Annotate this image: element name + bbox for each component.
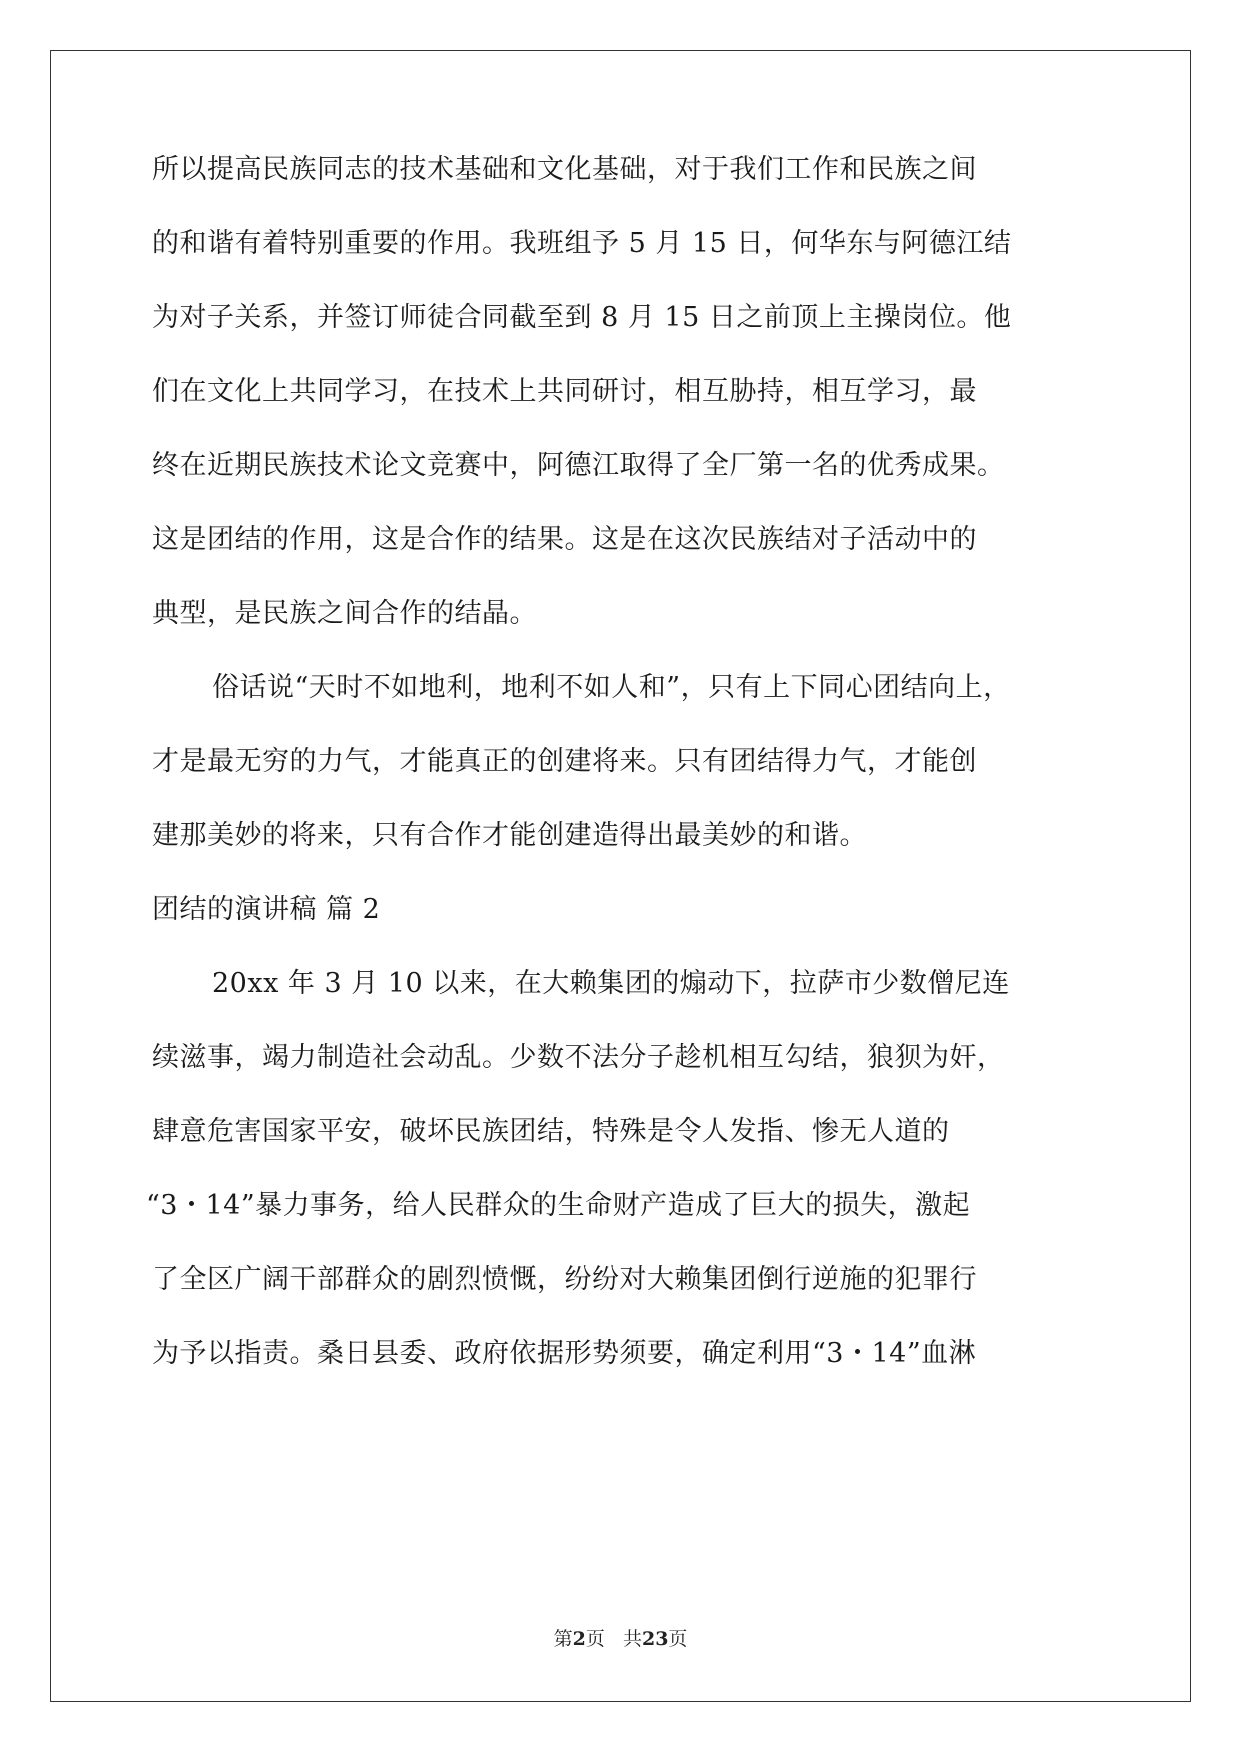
paragraph-start-line: 俗话说“天时不如地利，地利不如人和”，只有上下同心团结向上， bbox=[212, 672, 1011, 703]
body-line: 这是团结的作用，这是合作的结果。这是在这次民族结对子活动中的 bbox=[152, 524, 977, 555]
body-line: 终在近期民族技术论文竞赛中，阿德江取得了全厂第一名的优秀成果。 bbox=[152, 450, 1005, 481]
body-line: 为予以指责。桑日县委、政府依据形势须要，确定利用“3・14”血淋 bbox=[152, 1338, 977, 1369]
page-suffix: 页 bbox=[585, 1628, 605, 1650]
body-line: 才是最无穷的力气，才能真正的创建将来。只有团结得力气，才能创 bbox=[152, 746, 977, 777]
section-heading: 团结的演讲稿 篇 2 bbox=[152, 894, 381, 925]
page-number: 2 bbox=[572, 1628, 586, 1650]
body-line: 了全区广阔干部群众的剧烈愤慨，纷纷对大赖集团倒行逆施的犯罪行 bbox=[152, 1264, 977, 1295]
body-line: 建那美妙的将来，只有合作才能创建造得出最美妙的和谐。 bbox=[152, 820, 867, 851]
page-prefix: 第 bbox=[553, 1628, 573, 1650]
body-line: 的和谐有着特别重要的作用。我班组予 5 月 15 日，何华东与阿德江结 bbox=[152, 228, 1012, 259]
total-prefix: 共 bbox=[622, 1628, 642, 1650]
paragraph-start-line: 20xx 年 3 月 10 以来，在大赖集团的煽动下，拉萨市少数僧尼连 bbox=[212, 968, 1010, 999]
body-line: 们在文化上共同学习，在技术上共同研讨，相互胁持，相互学习，最 bbox=[152, 376, 977, 407]
page-footer bbox=[0, 1627, 1241, 1651]
body-line: 肆意危害国家平安，破坏民族团结，特殊是令人发指、惨无人道的 bbox=[152, 1116, 950, 1147]
total-suffix: 页 bbox=[668, 1628, 688, 1650]
body-line: 所以提高民族同志的技术基础和文化基础，对于我们工作和民族之间 bbox=[152, 154, 977, 185]
body-line: 典型，是民族之间合作的结晶。 bbox=[152, 598, 537, 629]
body-line: 续滋事，竭力制造社会动乱。少数不法分子趁机相互勾结，狼狈为奸， bbox=[152, 1042, 1005, 1073]
body-line: 为对子关系，并签订师徒合同截至到 8 月 15 日之前顶上主操岗位。他 bbox=[152, 302, 1012, 333]
total-pages: 23 bbox=[641, 1628, 669, 1650]
body-line: “3・14”暴力事务，给人民群众的生命财产造成了巨大的损失，激起 bbox=[146, 1190, 971, 1221]
